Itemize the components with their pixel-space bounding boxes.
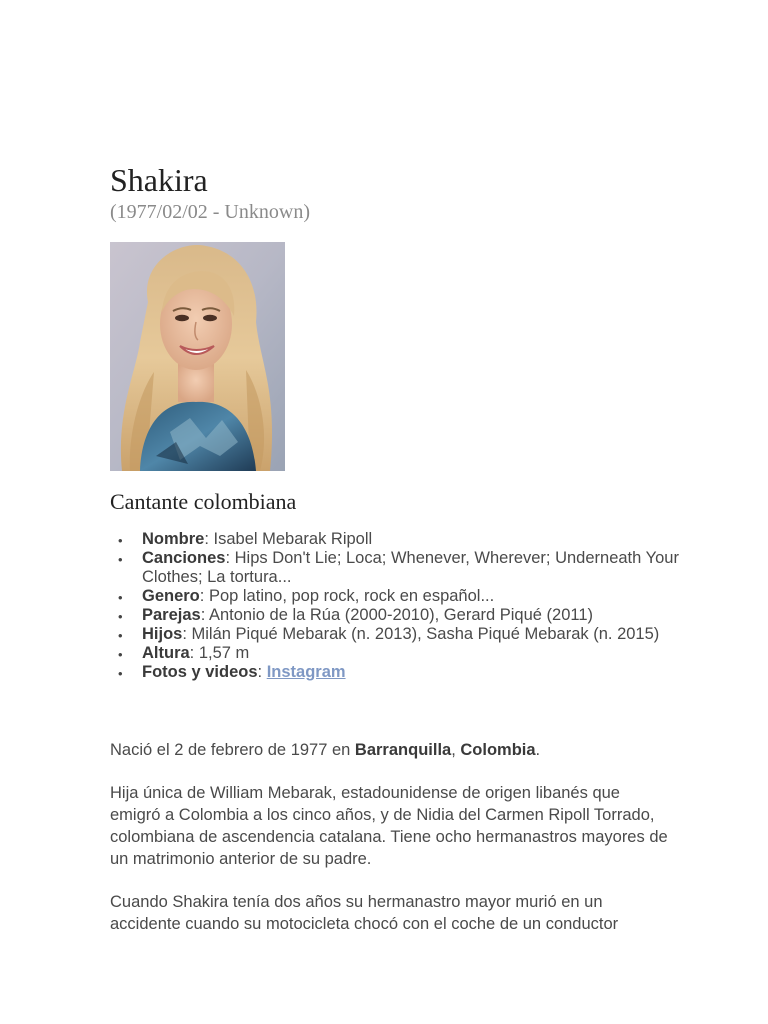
fact-item-altura [142,644,692,663]
fact-value: Pop latino, pop rock, rock en español... [208,587,495,605]
fact-value: Antonio de la Rúa (2000-2010), Gerard Piqué (2011) [208,606,594,624]
fact-label: Altura [142,644,190,662]
fact-label: Nombre [142,530,205,548]
birth-separator: , [451,741,461,759]
fact-label: Parejas [142,606,201,624]
fact-value: 1,57 m [198,644,250,662]
fact-separator: : [204,530,214,548]
fact-separator: : [182,625,192,643]
birth-city: Barranquilla [354,741,452,759]
portrait-image [110,242,285,471]
life-dates: (1977/02/02 - Unknown) [110,201,310,223]
fact-label: Fotos y videos [142,663,258,681]
fact-value: Isabel Mebarak Ripoll [213,530,373,548]
family-paragraph: Hija única de William Mebarak, estadounidense de origen libanés que emigró a Colombia a los cinco años, y de Nidia del Carmen Ripoll Torrado, colombiana de ascendencia catalana. Tiene ocho hermanastros mayores de un matrimonio anterior de su padre. [110,784,668,868]
fact-separator: : [257,663,267,681]
fact-label: Canciones [142,549,226,567]
fact-item-nombre [142,530,692,549]
fact-label: Hijos [142,625,183,643]
birth-text: Nació el 2 de febrero de 1977 en [110,741,355,759]
fact-separator: : [189,644,199,662]
fact-item-genero [142,587,692,606]
fact-item-fotos [142,663,692,682]
fact-separator: : [199,587,209,605]
portrait-photo [110,242,285,471]
facts-list [110,530,692,682]
page-title: Shakira [110,162,208,198]
fact-item-parejas [142,606,692,625]
fact-separator: : [225,549,235,567]
fact-value: Hips Don't Lie; Loca; Whenever, Wherever; Underneath Your Clothes; La tortura... [142,549,679,586]
fact-item-canciones [142,549,692,587]
instagram-link[interactable]: Instagram [266,663,346,681]
story-paragraph: Cuando Shakira tenía dos años su hermanastro mayor murió en un accidente cuando su motocicleta chocó con el coche de un conductor [110,893,619,933]
fact-value: Milán Piqué Mebarak (n. 2013), Sasha Piqué Mebarak (n. 2015) [191,625,660,643]
fact-separator: : [200,606,209,624]
section-heading: Cantante colombiana [110,489,297,514]
fact-item-hijos [142,625,692,644]
birth-country: Colombia [460,741,536,759]
birth-end: . [535,741,541,759]
birth-paragraph [110,739,670,761]
fact-label: Genero [142,587,200,605]
